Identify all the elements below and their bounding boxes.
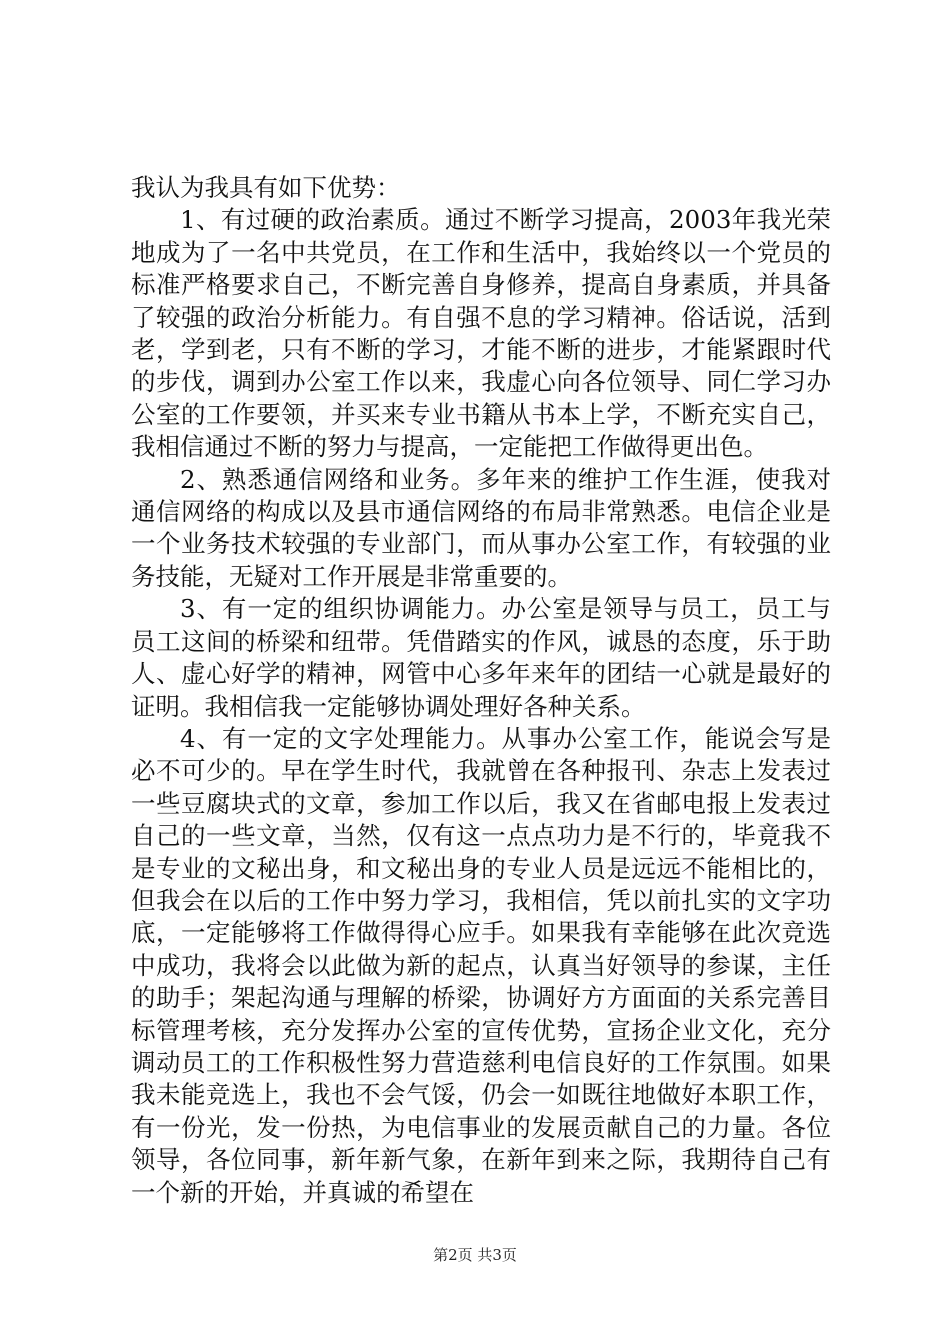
paragraph-3: 3、有一定的组织协调能力。办公室是领导与员工，员工与员工这间的桥梁和纽带。凭借踏实的作风，诚恳的态度，乐于助人、虚心好学的精神，网管中心多年来年的团结一心就是最好的证明。我相信我一定能够协调处理好各种关系。 [131,594,831,721]
intro-line: 我认为我具有如下优势： [131,173,401,202]
paragraph-2: 2、熟悉通信网络和业务。多年来的维护工作生涯，使我对通信网络的构成以及县市通信网络的布局非常熟悉。电信企业是一个业务技术较强的专业部门，而从事办公室工作，有较强的业务技能，无疑对工作开展是非常重要的。 [131,464,831,591]
document-body [131,172,831,1209]
paragraph-4: 4、有一定的文字处理能力。从事办公室工作，能说会写是必不可少的。早在学生时代，我就曾在各种报刊、杂志上发表过一些豆腐块式的文章，参加工作以后，我又在省邮电报上发表过自己的一些文章，当然，仅有这一点点功力是不行的，毕竟我不是专业的文秘出身，和文秘出身的专业人员是远远不能相比的，但我会在以后的工作中努力学习，我相信，凭以前扎实的文字功底，一定能够将工作做得得心应手。如果我有幸能够在此次竞选中成功，我将会以此做为新的起点，认真当好领导的参谋，主任的助手；架起沟通与理解的桥梁，协调好方方面面的关系完善目标管理考核，充分发挥办公室的宣传优势，宣扬企业文化，充分调动员工的工作积极性努力营造慈利电信良好的工作氛围。如果我未能竞选上，我也不会气馁，仍会一如既往地做好本职工作，有一份光，发一份热，为电信事业的发展贡献自己的力量。各位领导，各位同事，新年新气象，在新年到来之际，我期待自己有一个新的开始，并真诚的希望在 [131,723,831,1207]
page-number: 第2页 共3页 [433,1246,517,1264]
page-footer [0,1244,950,1265]
paragraph-1: 1、有过硬的政治素质。通过不断学习提高，2003年我光荣地成为了一名中共党员，在工作和生活中，我始终以一个党员的标准严格要求自己，不断完善自身修养，提高自身素质，并具备了较强的政治分析能力。有自强不息的学习精神。俗话说，活到老，学到老，只有不断的学习，才能不断的进步，才能紧跟时代的步伐，调到办公室工作以来，我虚心向各位领导、同仁学习办公室的工作要领，并买来专业书籍从书本上学，不断充实自己，我相信通过不断的努力与提高，一定能把工作做得更出色。 [131,205,831,462]
